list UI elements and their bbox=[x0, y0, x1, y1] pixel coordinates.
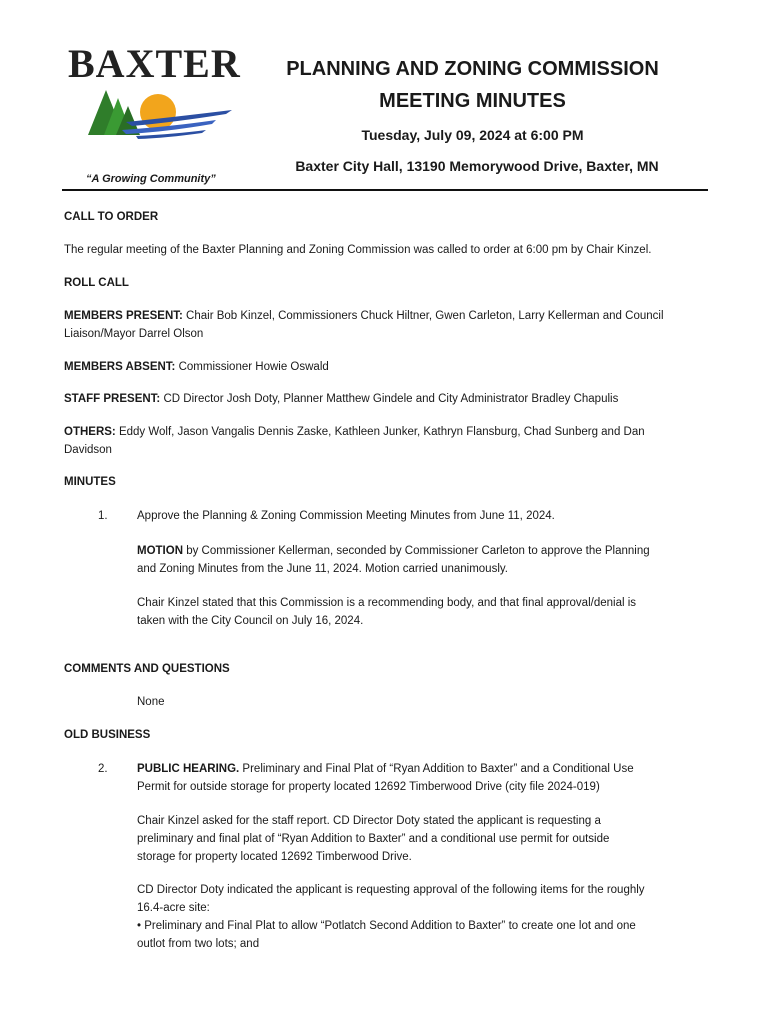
staff-present bbox=[64, 390, 714, 408]
note-line2: taken with the City Council on July 16, 2024. bbox=[137, 615, 364, 627]
public-hearing-text: Preliminary and Final Plat of “Ryan Addition to Baxter” and a Conditional Use bbox=[239, 763, 634, 775]
roll-call-heading: ROLL CALL bbox=[64, 277, 129, 289]
items-line2: 16.4-acre site: bbox=[137, 902, 210, 914]
members-present-label: MEMBERS PRESENT: bbox=[64, 310, 183, 322]
meeting-date: Tuesday, July 09, 2024 at 6:00 PM bbox=[361, 127, 584, 143]
logo-wordmark: BAXTER bbox=[68, 41, 241, 86]
report-line2: preliminary and final plat of “Ryan Addition to Baxter” and a conditional use permit for outside bbox=[137, 833, 610, 845]
public-hearing-label: PUBLIC HEARING. bbox=[137, 763, 240, 775]
members-present-line2: Liaison/Mayor Darrel Olson bbox=[64, 328, 204, 340]
public-hearing-line2: Permit for outside storage for property located 12692 Timberwood Drive (city file 2024-019) bbox=[137, 781, 600, 793]
baxter-logo bbox=[66, 40, 241, 140]
logo-tagline: “A Growing Community” bbox=[86, 173, 216, 185]
others-label: OTHERS: bbox=[64, 426, 116, 438]
members-present-text: Chair Bob Kinzel, Commissioners Chuck Hiltner, Gwen Carleton, Larry Kellerman and Council bbox=[182, 310, 664, 322]
others-line2: Davidson bbox=[64, 444, 112, 456]
public-hearing-line1 bbox=[137, 760, 707, 778]
motion-text: by Commissioner Kellerman, seconded by Commissioner Carleton to approve the Planning bbox=[183, 545, 650, 557]
members-absent-text: Commissioner Howie Oswald bbox=[175, 361, 329, 373]
minutes-item-number: 1. bbox=[98, 510, 108, 522]
motion-label: MOTION bbox=[137, 545, 183, 557]
items-line1: CD Director Doty indicated the applicant is requesting approval of the following items for the roughly bbox=[137, 884, 645, 896]
header-divider bbox=[62, 189, 708, 191]
call-to-order-text: The regular meeting of the Baxter Planning and Zoning Commission was called to order at 6:00 pm by Chair Kinzel. bbox=[64, 244, 652, 256]
report-line1: Chair Kinzel asked for the staff report. CD Director Doty stated the applicant is requesting a bbox=[137, 815, 601, 827]
old-business-item-number: 2. bbox=[98, 763, 108, 775]
report-line3: storage for property located 12692 Timberwood Drive. bbox=[137, 851, 412, 863]
minutes-item-text: Approve the Planning & Zoning Commission Meeting Minutes from June 11, 2024. bbox=[137, 510, 555, 522]
motion-line1 bbox=[137, 542, 707, 560]
members-absent bbox=[64, 358, 714, 376]
staff-present-label: STAFF PRESENT: bbox=[64, 393, 161, 405]
comments-text: None bbox=[137, 696, 165, 708]
others-line1 bbox=[64, 423, 714, 441]
others-text: Eddy Wolf, Jason Vangalis Dennis Zaske, Kathleen Junker, Kathryn Flansburg, Chad Sunberg and Dan bbox=[115, 426, 645, 438]
note-line1: Chair Kinzel stated that this Commission is a recommending body, and that final approval/denial is bbox=[137, 597, 637, 609]
members-absent-label: MEMBERS ABSENT: bbox=[64, 361, 176, 373]
staff-present-text: CD Director Josh Doty, Planner Matthew Gindele and City Administrator Bradley Chapulis bbox=[160, 393, 619, 405]
old-business-heading: OLD BUSINESS bbox=[64, 729, 151, 741]
members-present-line1 bbox=[64, 307, 714, 325]
page-title-line2: MEETING MINUTES bbox=[379, 90, 566, 112]
meeting-location: Baxter City Hall, 13190 Memorywood Drive, Baxter, MN bbox=[295, 158, 659, 174]
call-to-order-heading: CALL TO ORDER bbox=[64, 211, 159, 223]
minutes-heading: MINUTES bbox=[64, 476, 116, 488]
comments-heading: COMMENTS AND QUESTIONS bbox=[64, 663, 230, 675]
page-title-line1: PLANNING AND ZONING COMMISSION bbox=[286, 58, 659, 80]
bullet-line2: outlot from two lots; and bbox=[137, 938, 260, 950]
bullet-line1: • Preliminary and Final Plat to allow “Potlatch Second Addition to Baxter” to create one lot and one bbox=[137, 920, 636, 932]
logo-graphic bbox=[66, 40, 238, 140]
motion-line2: and Zoning Minutes from the June 11, 2024. Motion carried unanimously. bbox=[137, 563, 508, 575]
